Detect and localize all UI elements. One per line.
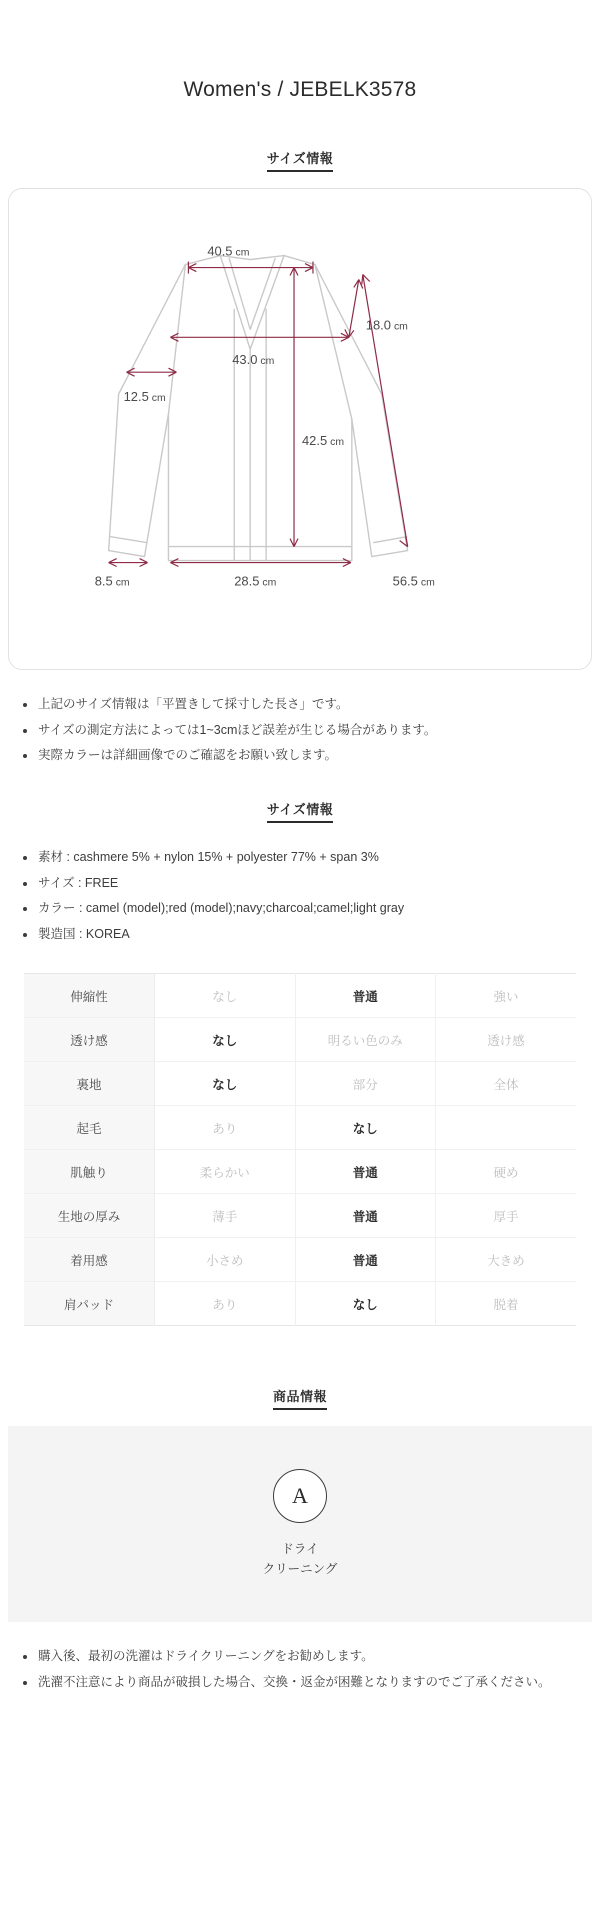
option-cell: 全体 [436,1062,577,1106]
option-cell: 透け感 [436,1018,577,1062]
care-notes-list [0,1644,600,1695]
list-item: サイズの測定方法によっては1~3cmほど誤差が生じる場合があります。 [38,718,578,744]
option-cell: なし [295,1282,436,1326]
label-sleeve-length: 56.5 cm [392,573,435,589]
table-row [24,1062,576,1106]
option-cell: 普通 [295,1194,436,1238]
table-row [24,1106,576,1150]
dry-clean-icon: A [273,1469,327,1523]
attributes-table [24,973,576,1326]
option-cell [436,1106,577,1150]
option-cell: 明るい色のみ [295,1018,436,1062]
label-chest-width: 43.0 cm [232,352,275,368]
list-item: 製造国 : KOREA [38,922,578,948]
table-row [24,1018,576,1062]
care-label-line2: クリーニング [262,1562,338,1577]
care-label-line1: ドライ [281,1541,319,1556]
spec-list [0,845,600,948]
option-cell: あり [155,1282,296,1326]
label-shoulder-width: 40.5 cm [207,243,250,259]
care-instruction-card [8,1426,592,1622]
table-row [24,1150,576,1194]
label-hem-width: 28.5 cm [234,573,277,589]
size-info-heading: サイズ情報 [267,148,333,172]
option-cell: なし [155,1018,296,1062]
list-item: サイズ : FREE [38,871,578,897]
row-label: 裏地 [24,1062,155,1106]
size-notes-list [0,692,600,769]
option-cell: 強い [436,974,577,1018]
option-cell: 硬め [436,1150,577,1194]
table-row [24,974,576,1018]
table-row [24,1282,576,1326]
table-row [24,1194,576,1238]
row-label: 起毛 [24,1106,155,1150]
list-item: 洗濯不注意により商品が破損した場合、交換・返金が困難となりますのでご了承ください。 [38,1670,578,1696]
row-label: 肌触り [24,1150,155,1194]
label-cuff: 8.5 cm [94,573,130,589]
garment-outline [109,256,408,561]
row-label: 透け感 [24,1018,155,1062]
label-total-length: 42.5 cm [301,432,345,448]
spec-heading: サイズ情報 [267,799,333,823]
table-row [24,1238,576,1282]
option-cell: 普通 [295,1150,436,1194]
row-label: 生地の厚み [24,1194,155,1238]
list-item: 実際カラーは詳細画像でのご確認をお願い致します。 [38,743,578,769]
option-cell: 部分 [295,1062,436,1106]
list-item: 購入後、最初の洗濯はドライクリーニングをお勧めします。 [38,1644,578,1670]
option-cell: 大きめ [436,1238,577,1282]
option-cell: 厚手 [436,1194,577,1238]
list-item: 素材 : cashmere 5% + nylon 15% + polyester 77% + span 3% [38,845,578,871]
label-sleeve-opening: 18.0 cm [365,317,408,333]
option-cell: 脱着 [493,1297,519,1312]
option-cell: 普通 [295,1238,436,1282]
option-cell: なし [295,1106,436,1150]
page-title: Women's / JEBELK3578 [183,78,417,101]
option-cell: あり [155,1106,296,1150]
list-item: カラー : camel (model);red (model);navy;charcoal;camel;light gray [38,896,578,922]
row-label: 伸縮性 [24,974,155,1018]
garment-measurement-diagram [9,189,591,669]
measurement-labels [95,244,435,589]
size-diagram-card [8,188,592,670]
option-cell: なし [155,974,296,1018]
list-item: 上記のサイズ情報は「平置きして採寸した長さ」です。 [38,692,578,718]
row-label: 肩パッド [24,1282,155,1326]
option-cell: なし [155,1062,296,1106]
option-cell: 柔らかい [155,1150,296,1194]
product-info-heading: 商品情報 [273,1386,327,1410]
care-label [263,1539,338,1580]
label-armhole: 12.5 cm [123,389,166,405]
option-cell: 普通 [295,974,436,1018]
row-label: 着用感 [24,1238,155,1282]
option-cell: 小さめ [155,1238,296,1282]
option-cell: 薄手 [155,1194,296,1238]
